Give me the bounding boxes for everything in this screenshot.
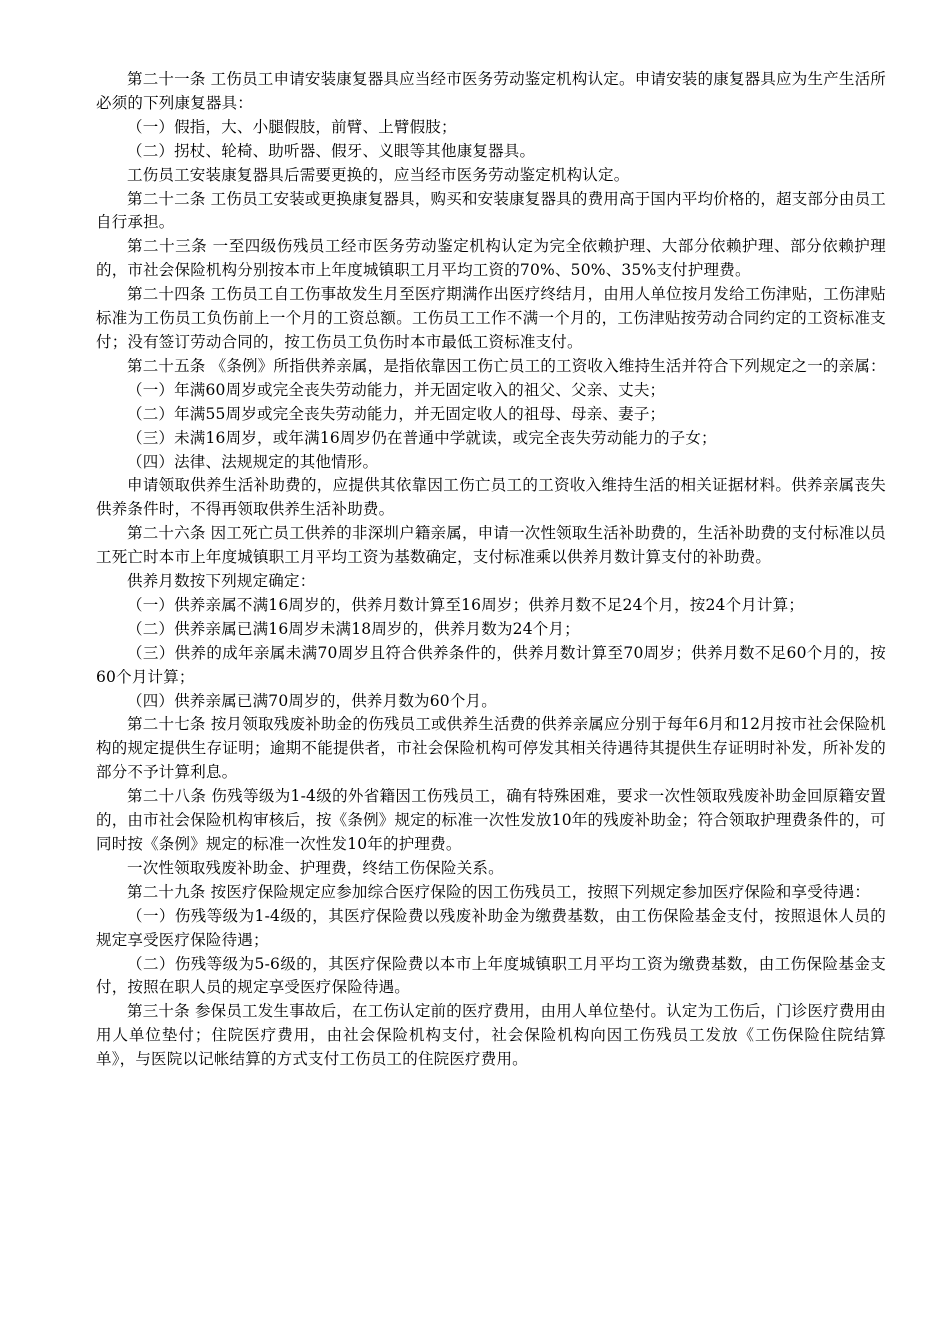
article-25-item-4: （四）法律、法规规定的其他情形。 bbox=[127, 452, 379, 471]
article-26-months-intro: 供养月数按下列规定确定： bbox=[127, 572, 316, 591]
article-29-paragraph: 第二十九条 按医疗保险规定应参加综合医疗保险的因工伤残员工，按照下列规定参加医疗保险和享受待遇： bbox=[127, 882, 871, 901]
article-27-paragraph: 第二十七条 按月领取残废补助金的伤残员工或供养生活费的供养亲属应分别于每年6月和12月按市社会保险机构的规定提供生存证明；逾期不能提供者，市社会保险机构可停发其相关待遇待其提供生存证明时补发，所补发的部分不予计算利息。 bbox=[96, 715, 886, 782]
article-29-item-2: （二）伤残等级为5-6级的，其医疗保险费以本市上年度城镇职工月平均工资为缴费基数，由工伤保险基金支付，按照在职人员的规定享受医疗保险待遇。 bbox=[96, 954, 886, 997]
article-21-item-1: （一）假指，大、小腿假肢，前臂、上臂假肢； bbox=[127, 117, 457, 136]
article-23-paragraph: 第二十三条 一至四级伤残员工经市医务劳动鉴定机构认定为完全依赖护理、大部分依赖护理、部分依赖护理的，市社会保险机构分别按本市上年度城镇职工月平均工资的70%、50%、35%支付护理费。 bbox=[96, 237, 886, 280]
article-21-paragraph: 第二十一条 工伤员工申请安装康复器具应当经市医务劳动鉴定机构认定。申请安装的康复器具应为生产生活所必须的下列康复器具： bbox=[96, 70, 886, 112]
article-28-paragraph: 第二十八条 伤残等级为1-4级的外省籍因工伤残员工，确有特殊困难，要求一次性领取残废补助金回原籍安置的，由市社会保险机构审核后，按《条例》规定的标准一次性发放10年的残废补助金；符合领取护理费条件的，可同时按《条例》规定的标准一次性发10年的护理费。 bbox=[96, 787, 886, 853]
article-26-item-2: （二）供养亲属已满16周岁未满18周岁的，供养月数为24个月； bbox=[127, 619, 580, 638]
article-26-item-1: （一）供养亲属不满16周岁的，供养月数计算至16周岁；供养月数不足24个月，按24个月计算； bbox=[127, 595, 805, 614]
article-26-paragraph: 第二十六条 因工死亡员工供养的非深圳户籍亲属，申请一次性领取生活补助费的，生活补助费的支付标准以员工死亡时本市上年度城镇职工月平均工资为基数确定，支付标准乘以供养月数计算支付的补助费。 bbox=[96, 524, 886, 567]
article-26-item-3: （三）供养的成年亲属未满70周岁且符合供养条件的，供养月数计算至70周岁；供养月数不足60个月的，按60个月计算； bbox=[96, 643, 886, 686]
article-25-note: 申请领取供养生活补助费的，应提供其依靠因工伤亡员工的工资收入维持生活的相关证据材料。供养亲属丧失供养条件时，不得再领取供养生活补助费。 bbox=[96, 476, 886, 519]
article-24-paragraph: 第二十四条 工伤员工自工伤事故发生月至医疗期满作出医疗终结月，由用人单位按月发给工伤津贴，工伤津贴标准为工伤员工负伤前上一个月的工资总额。工伤员工工作不满一个月的，工伤津贴按劳动合同约定的工资标准支付；没有签订劳动合同的，按工伤员工负伤时本市最低工资标准支付。 bbox=[96, 285, 886, 351]
article-21-note: 工伤员工安装康复器具后需要更换的，应当经市医务劳动鉴定机构认定。 bbox=[127, 165, 630, 184]
article-30-paragraph: 第三十条 参保员工发生事故后，在工伤认定前的医疗费用，由用人单位垫付。认定为工伤后，门诊医疗费用由用人单位垫付；住院医疗费用，由社会保险机构支付，社会保险机构向因工伤残员工发放《工伤保险住院结算单》，与医院以记帐结算的方式支付工伤员工的住院医疗费用。 bbox=[96, 1002, 886, 1069]
article-21-item-2: （二）拐杖、轮椅、助听器、假牙、义眼等其他康复器具。 bbox=[127, 141, 536, 160]
article-25-item-3: （三）未满16周岁，或年满16周岁仍在普通中学就读，或完全丧失劳动能力的子女； bbox=[127, 428, 717, 447]
article-26-item-4: （四）供养亲属已满70周岁的，供养月数为60个月。 bbox=[127, 691, 497, 710]
document-body bbox=[96, 68, 886, 1072]
article-25-paragraph: 第二十五条 《条例》所指供养亲属，是指依靠因工伤亡员工的工资收入维持生活并符合下列规定之一的亲属： bbox=[127, 356, 886, 375]
article-25-item-1: （一）年满60周岁或完全丧失劳动能力，并无固定收入的祖父、父亲、丈夫； bbox=[127, 380, 666, 399]
article-22-paragraph: 第二十二条 工伤员工安装或更换康复器具，购买和安装康复器具的费用高于国内平均价格的，超支部分由员工自行承担。 bbox=[96, 189, 886, 232]
article-29-item-1: （一）伤残等级为1-4级的，其医疗保险费以残废补助金为缴费基数，由工伤保险基金支付，按照退休人员的规定享受医疗保险待遇； bbox=[96, 906, 886, 949]
article-28-note: 一次性领取残废补助金、护理费，终结工伤保险关系。 bbox=[127, 858, 504, 877]
article-25-item-2: （二）年满55周岁或完全丧失劳动能力，并无固定收人的祖母、母亲、妻子； bbox=[127, 404, 666, 423]
